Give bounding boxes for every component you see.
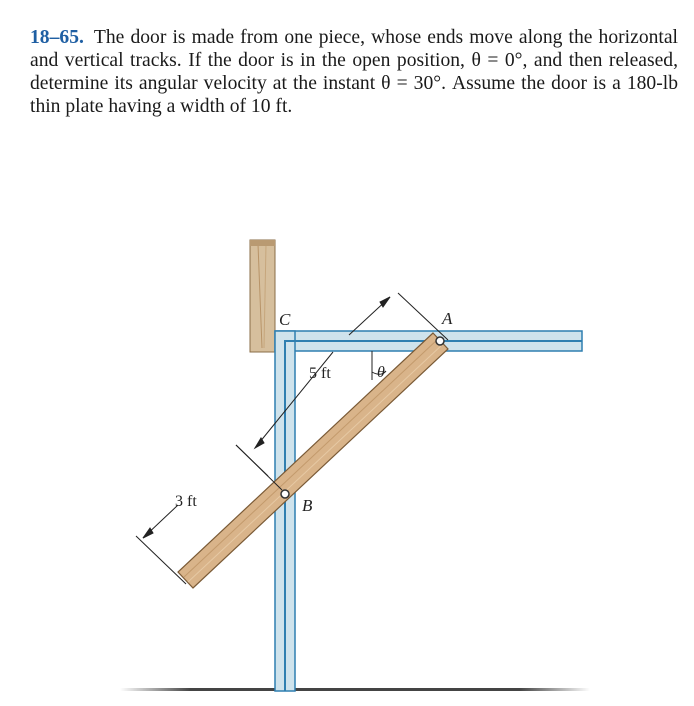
pin-b xyxy=(281,490,289,498)
label-a: A xyxy=(442,309,453,328)
label-3ft: 3 ft xyxy=(175,493,197,510)
track-assembly xyxy=(275,331,582,691)
label-c: C xyxy=(279,310,291,329)
ground-line xyxy=(120,688,590,691)
problem-text: The door is made from one piece, whose ends move along the horizontal and vertical tracks. If the door is in the open position, θ = 0°, and then released, determine its angular velocity at the instant θ = 30°. Assume the door is a 180-lb thin plate having a width of 10 ft. xyxy=(30,27,678,117)
pin-a xyxy=(436,337,444,345)
wall-post xyxy=(250,240,275,352)
label-5ft: 5 ft xyxy=(309,365,331,382)
label-theta: θ xyxy=(377,364,385,381)
problem-number: 18–65. xyxy=(30,27,84,48)
label-b: B xyxy=(302,496,313,515)
